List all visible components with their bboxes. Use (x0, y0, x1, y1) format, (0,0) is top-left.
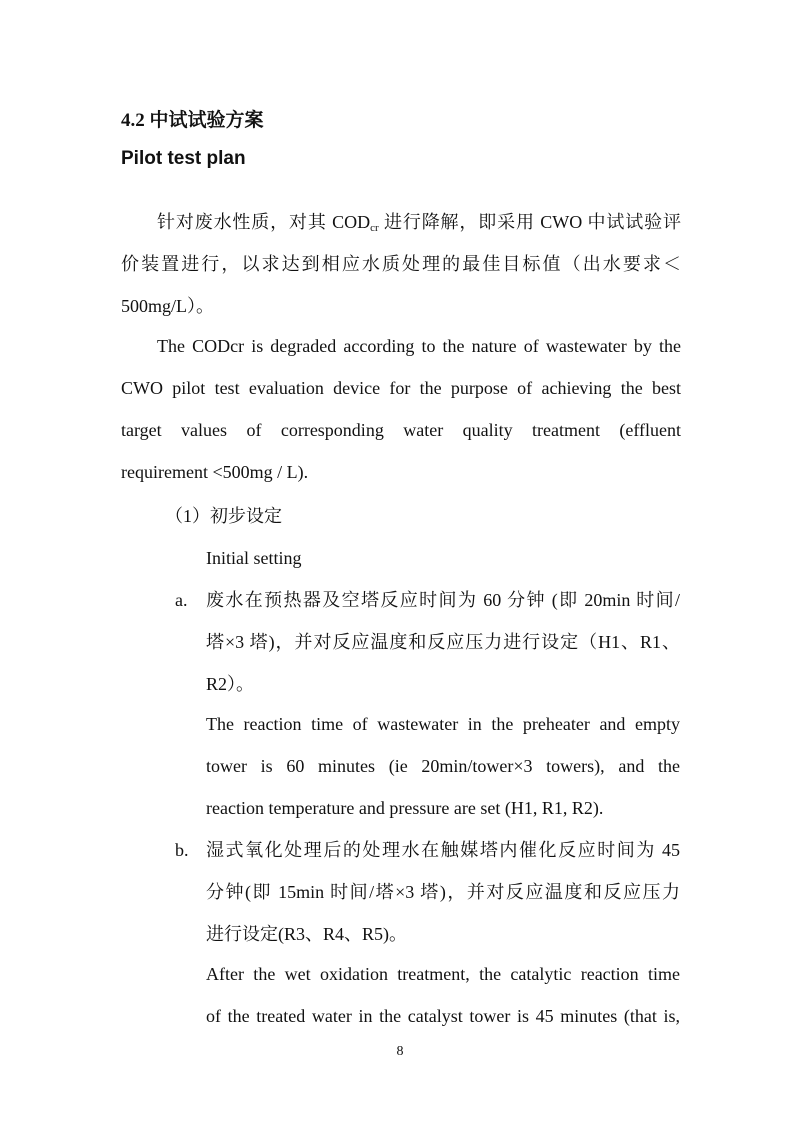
item-b-cn-line-1: 湿式氧化处理后的处理水在触媒塔内催化反应时间为 45 (206, 840, 680, 860)
item-a-en-line-1: The reaction time of wastewater in the preheater and empty (206, 714, 680, 734)
cod-subscript: cr (370, 222, 379, 234)
page-number: 8 (396, 1044, 404, 1059)
item-b-cn-line-2: 分钟(即 15min 时间/塔×3 塔)，并对反应温度和反应压力 (206, 882, 680, 902)
step-1-title-en: Initial setting (206, 548, 302, 568)
item-a-cn-line-3: R2）。 (206, 674, 255, 694)
step-1-title-cn: （1）初步设定 (165, 506, 282, 526)
item-a-letter: a. (175, 590, 188, 610)
item-b-paragraph-cn (206, 829, 680, 955)
item-a-cn-line-1: 废水在预热器及空塔反应时间为 60 分钟 (即 20min 时间/ (206, 590, 680, 610)
item-a-paragraph-en (206, 703, 680, 829)
intro-cn-line-2: 价装置进行，以求达到相应水质处理的最佳目标值（出水要求＜ (121, 254, 681, 274)
intro-cn-line-3: 500mg/L）。 (121, 296, 214, 316)
item-b-en-line-2: of the treated water in the catalyst tower is 45 minutes (that is, (206, 1006, 680, 1026)
item-a-en-line-3: reaction temperature and pressure are set (H1, R1, R2). (206, 798, 604, 818)
item-a-paragraph-cn (206, 579, 680, 705)
section-heading-cn: 4.2 中试试验方案 (121, 110, 264, 131)
intro-en-line-4: requirement <500mg / L). (121, 462, 309, 482)
intro-cn-line-1-pre: 针对废水性质，对其 COD (157, 212, 371, 232)
intro-en-line-3: target values of corresponding water quality treatment (effluent (121, 420, 681, 440)
intro-paragraph-cn (121, 201, 681, 327)
item-a-en-line-2: tower is 60 minutes (ie 20min/tower×3 towers), and the (206, 756, 680, 776)
item-b-paragraph-en (206, 953, 680, 1037)
intro-en-line-1: The CODcr is degraded according to the nature of wastewater by the (157, 336, 681, 356)
intro-cn-line-1 (121, 201, 681, 243)
section-heading-en: Pilot test plan (121, 148, 246, 169)
item-a-cn-line-2: 塔×3 塔)，并对反应温度和反应压力进行设定（H1、R1、 (206, 632, 680, 652)
item-b-en-line-1: After the wet oxidation treatment, the catalytic reaction time (206, 964, 680, 984)
intro-paragraph-en (121, 325, 681, 493)
item-b-letter: b. (175, 840, 189, 860)
intro-cn-line-1-post: 进行降解，即采用 CWO 中试试验评 (378, 212, 681, 232)
item-b-cn-line-3: 进行设定(R3、R4、R5)。 (206, 924, 408, 944)
intro-en-line-2: CWO pilot test evaluation device for the purpose of achieving the best (121, 378, 681, 398)
